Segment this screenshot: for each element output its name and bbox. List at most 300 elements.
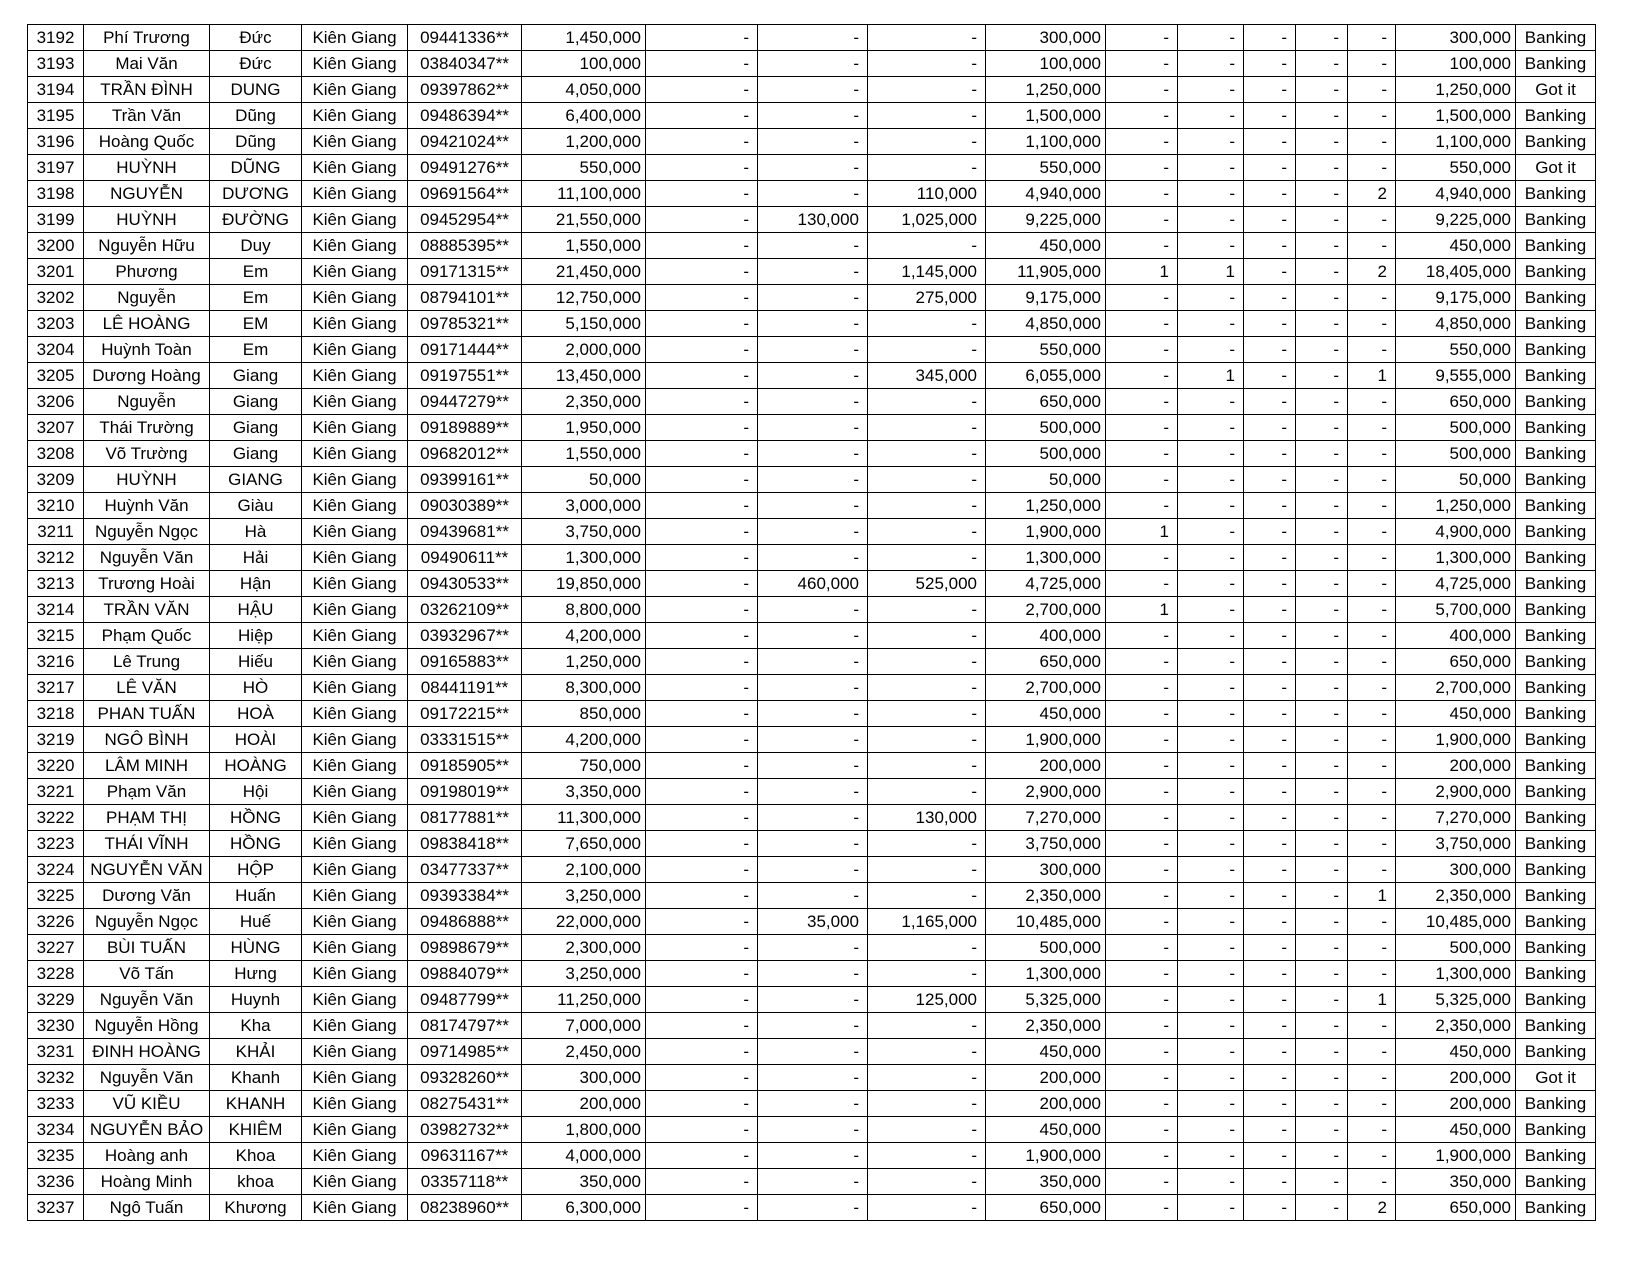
cell-row-id: 3227 <box>28 935 84 961</box>
table-body <box>28 25 1596 1221</box>
cell-amount-final: 9,225,000 <box>1396 207 1516 233</box>
cell-count-2: - <box>1178 129 1244 155</box>
cell-count-4: - <box>1296 441 1348 467</box>
cell-col-a: - <box>646 883 758 909</box>
cell-first-name: Phạm Văn <box>84 779 210 805</box>
cell-amount-final: 3,750,000 <box>1396 831 1516 857</box>
cell-amount-paid: 450,000 <box>986 1039 1106 1065</box>
cell-count-5: - <box>1348 961 1396 987</box>
cell-count-2: - <box>1178 1169 1244 1195</box>
cell-province: Kiên Giang <box>302 1117 408 1143</box>
cell-province: Kiên Giang <box>302 363 408 389</box>
cell-amount-paid: 1,100,000 <box>986 129 1106 155</box>
cell-amount-total: 1,450,000 <box>522 25 646 51</box>
cell-count-1: - <box>1106 727 1178 753</box>
cell-province: Kiên Giang <box>302 701 408 727</box>
cell-amount-total: 6,400,000 <box>522 103 646 129</box>
cell-payment-method: Banking <box>1516 519 1596 545</box>
cell-col-b: - <box>758 129 868 155</box>
cell-first-name: Hoàng Minh <box>84 1169 210 1195</box>
cell-phone: 08794101** <box>408 285 522 311</box>
cell-count-1: - <box>1106 753 1178 779</box>
cell-row-id: 3229 <box>28 987 84 1013</box>
cell-amount-paid: 50,000 <box>986 467 1106 493</box>
cell-col-c: - <box>868 935 986 961</box>
cell-amount-total: 3,250,000 <box>522 883 646 909</box>
cell-col-a: - <box>646 259 758 285</box>
cell-col-a: - <box>646 805 758 831</box>
cell-phone: 03331515** <box>408 727 522 753</box>
cell-count-4: - <box>1296 623 1348 649</box>
cell-count-2: - <box>1178 337 1244 363</box>
cell-payment-method: Banking <box>1516 207 1596 233</box>
cell-col-a: - <box>646 545 758 571</box>
cell-count-5: - <box>1348 831 1396 857</box>
cell-count-5: - <box>1348 571 1396 597</box>
table-row <box>28 181 1596 207</box>
cell-province: Kiên Giang <box>302 337 408 363</box>
cell-col-b: - <box>758 831 868 857</box>
cell-payment-method: Banking <box>1516 883 1596 909</box>
cell-phone: 03932967** <box>408 623 522 649</box>
cell-count-2: - <box>1178 207 1244 233</box>
cell-amount-paid: 7,270,000 <box>986 805 1106 831</box>
cell-col-b: - <box>758 259 868 285</box>
cell-count-4: - <box>1296 181 1348 207</box>
cell-payment-method: Banking <box>1516 909 1596 935</box>
cell-col-a: - <box>646 51 758 77</box>
cell-col-c: - <box>868 1169 986 1195</box>
table-row <box>28 1039 1596 1065</box>
cell-amount-final: 350,000 <box>1396 1169 1516 1195</box>
cell-amount-final: 2,350,000 <box>1396 883 1516 909</box>
cell-count-5: - <box>1348 753 1396 779</box>
cell-amount-paid: 200,000 <box>986 1091 1106 1117</box>
cell-amount-paid: 200,000 <box>986 753 1106 779</box>
cell-count-1: - <box>1106 363 1178 389</box>
cell-payment-method: Banking <box>1516 441 1596 467</box>
cell-row-id: 3195 <box>28 103 84 129</box>
cell-count-4: - <box>1296 1065 1348 1091</box>
cell-col-b: - <box>758 753 868 779</box>
cell-col-a: - <box>646 779 758 805</box>
cell-first-name: Nguyễn Hồng <box>84 1013 210 1039</box>
cell-count-3: - <box>1244 1039 1296 1065</box>
cell-row-id: 3222 <box>28 805 84 831</box>
table-row <box>28 467 1596 493</box>
cell-payment-method: Banking <box>1516 363 1596 389</box>
cell-col-c: - <box>868 51 986 77</box>
cell-province: Kiên Giang <box>302 831 408 857</box>
cell-amount-total: 13,450,000 <box>522 363 646 389</box>
cell-col-c: - <box>868 1091 986 1117</box>
cell-first-name: Thái Trường <box>84 415 210 441</box>
cell-amount-total: 3,250,000 <box>522 961 646 987</box>
table-row <box>28 519 1596 545</box>
cell-amount-final: 1,100,000 <box>1396 129 1516 155</box>
cell-col-c: 345,000 <box>868 363 986 389</box>
cell-payment-method: Banking <box>1516 1091 1596 1117</box>
cell-col-a: - <box>646 363 758 389</box>
cell-count-4: - <box>1296 493 1348 519</box>
cell-amount-total: 3,000,000 <box>522 493 646 519</box>
cell-amount-total: 8,300,000 <box>522 675 646 701</box>
table-row <box>28 571 1596 597</box>
cell-amount-paid: 450,000 <box>986 1117 1106 1143</box>
cell-col-b: - <box>758 181 868 207</box>
cell-first-name: Mai Văn <box>84 51 210 77</box>
cell-row-id: 3219 <box>28 727 84 753</box>
table-row <box>28 363 1596 389</box>
cell-amount-total: 750,000 <box>522 753 646 779</box>
cell-first-name: Nguyễn Ngọc <box>84 519 210 545</box>
cell-count-4: - <box>1296 519 1348 545</box>
cell-count-3: - <box>1244 259 1296 285</box>
cell-last-name: Kha <box>210 1013 302 1039</box>
cell-province: Kiên Giang <box>302 1195 408 1221</box>
cell-first-name: Nguyễn Ngọc <box>84 909 210 935</box>
cell-col-a: - <box>646 77 758 103</box>
cell-row-id: 3234 <box>28 1117 84 1143</box>
cell-payment-method: Banking <box>1516 623 1596 649</box>
cell-amount-paid: 450,000 <box>986 701 1106 727</box>
cell-count-4: - <box>1296 1143 1348 1169</box>
cell-count-4: - <box>1296 467 1348 493</box>
cell-count-2: - <box>1178 415 1244 441</box>
cell-col-b: - <box>758 493 868 519</box>
cell-col-a: - <box>646 727 758 753</box>
cell-count-3: - <box>1244 519 1296 545</box>
cell-count-2: - <box>1178 441 1244 467</box>
cell-count-5: - <box>1348 727 1396 753</box>
table-row <box>28 389 1596 415</box>
cell-last-name: Huế <box>210 909 302 935</box>
cell-payment-method: Banking <box>1516 779 1596 805</box>
cell-count-3: - <box>1244 1117 1296 1143</box>
cell-col-c: - <box>868 701 986 727</box>
table-row <box>28 51 1596 77</box>
cell-first-name: Dương Hoàng <box>84 363 210 389</box>
cell-count-4: - <box>1296 207 1348 233</box>
cell-amount-total: 350,000 <box>522 1169 646 1195</box>
cell-amount-paid: 4,725,000 <box>986 571 1106 597</box>
cell-col-a: - <box>646 493 758 519</box>
cell-col-a: - <box>646 935 758 961</box>
cell-count-4: - <box>1296 961 1348 987</box>
cell-count-4: - <box>1296 701 1348 727</box>
cell-amount-final: 18,405,000 <box>1396 259 1516 285</box>
cell-last-name: HOÀNG <box>210 753 302 779</box>
cell-amount-final: 4,940,000 <box>1396 181 1516 207</box>
cell-col-c: - <box>868 311 986 337</box>
cell-row-id: 3199 <box>28 207 84 233</box>
cell-col-c: - <box>868 415 986 441</box>
cell-payment-method: Banking <box>1516 649 1596 675</box>
cell-col-c: - <box>868 545 986 571</box>
cell-row-id: 3206 <box>28 389 84 415</box>
cell-province: Kiên Giang <box>302 467 408 493</box>
cell-amount-paid: 550,000 <box>986 155 1106 181</box>
cell-row-id: 3198 <box>28 181 84 207</box>
cell-count-5: - <box>1348 233 1396 259</box>
cell-last-name: EM <box>210 311 302 337</box>
cell-col-c: - <box>868 467 986 493</box>
cell-province: Kiên Giang <box>302 259 408 285</box>
cell-col-c: 130,000 <box>868 805 986 831</box>
cell-amount-final: 200,000 <box>1396 753 1516 779</box>
cell-count-4: - <box>1296 155 1348 181</box>
cell-col-b: - <box>758 1039 868 1065</box>
cell-amount-paid: 100,000 <box>986 51 1106 77</box>
cell-province: Kiên Giang <box>302 909 408 935</box>
cell-col-c: - <box>868 1039 986 1065</box>
cell-amount-total: 21,450,000 <box>522 259 646 285</box>
cell-row-id: 3210 <box>28 493 84 519</box>
cell-count-2: - <box>1178 909 1244 935</box>
cell-col-c: - <box>868 779 986 805</box>
cell-province: Kiên Giang <box>302 883 408 909</box>
cell-count-4: - <box>1296 1195 1348 1221</box>
cell-payment-method: Banking <box>1516 597 1596 623</box>
cell-phone: 09486888** <box>408 909 522 935</box>
cell-row-id: 3230 <box>28 1013 84 1039</box>
cell-first-name: Võ Trường <box>84 441 210 467</box>
cell-amount-paid: 500,000 <box>986 441 1106 467</box>
cell-col-b: - <box>758 779 868 805</box>
cell-col-a: - <box>646 129 758 155</box>
cell-col-b: - <box>758 649 868 675</box>
table-row <box>28 935 1596 961</box>
cell-last-name: Hiếu <box>210 649 302 675</box>
cell-col-a: - <box>646 25 758 51</box>
cell-count-5: - <box>1348 1169 1396 1195</box>
cell-row-id: 3224 <box>28 857 84 883</box>
cell-col-c: - <box>868 649 986 675</box>
cell-amount-final: 7,270,000 <box>1396 805 1516 831</box>
cell-payment-method: Banking <box>1516 25 1596 51</box>
cell-row-id: 3196 <box>28 129 84 155</box>
cell-first-name: Nguyễn Văn <box>84 987 210 1013</box>
cell-amount-final: 1,900,000 <box>1396 1143 1516 1169</box>
cell-count-1: - <box>1106 987 1178 1013</box>
cell-province: Kiên Giang <box>302 571 408 597</box>
cell-last-name: Hận <box>210 571 302 597</box>
cell-count-4: - <box>1296 805 1348 831</box>
cell-amount-final: 1,300,000 <box>1396 545 1516 571</box>
cell-phone: 09452954** <box>408 207 522 233</box>
cell-first-name: Trương Hoài <box>84 571 210 597</box>
table-row <box>28 779 1596 805</box>
cell-count-2: - <box>1178 389 1244 415</box>
cell-col-b: 130,000 <box>758 207 868 233</box>
cell-amount-total: 4,200,000 <box>522 623 646 649</box>
cell-amount-total: 19,850,000 <box>522 571 646 597</box>
cell-province: Kiên Giang <box>302 519 408 545</box>
cell-last-name: Giang <box>210 415 302 441</box>
cell-amount-paid: 2,700,000 <box>986 597 1106 623</box>
table-row <box>28 1091 1596 1117</box>
cell-row-id: 3201 <box>28 259 84 285</box>
cell-payment-method: Banking <box>1516 337 1596 363</box>
cell-province: Kiên Giang <box>302 961 408 987</box>
cell-last-name: Em <box>210 259 302 285</box>
cell-amount-total: 2,350,000 <box>522 389 646 415</box>
cell-count-4: - <box>1296 311 1348 337</box>
cell-payment-method: Banking <box>1516 831 1596 857</box>
cell-col-c: - <box>868 1013 986 1039</box>
table-row <box>28 415 1596 441</box>
cell-col-b: 35,000 <box>758 909 868 935</box>
cell-count-1: - <box>1106 233 1178 259</box>
cell-amount-paid: 200,000 <box>986 1065 1106 1091</box>
cell-count-1: 1 <box>1106 259 1178 285</box>
cell-phone: 08885395** <box>408 233 522 259</box>
cell-count-5: - <box>1348 285 1396 311</box>
cell-count-2: - <box>1178 597 1244 623</box>
cell-payment-method: Banking <box>1516 701 1596 727</box>
cell-first-name: Nguyễn Văn <box>84 545 210 571</box>
cell-col-a: - <box>646 987 758 1013</box>
cell-count-3: - <box>1244 285 1296 311</box>
cell-count-2: - <box>1178 623 1244 649</box>
table-row <box>28 727 1596 753</box>
cell-amount-final: 200,000 <box>1396 1091 1516 1117</box>
cell-phone: 03477337** <box>408 857 522 883</box>
cell-first-name: LÊ VĂN <box>84 675 210 701</box>
cell-count-5: - <box>1348 311 1396 337</box>
cell-count-1: - <box>1106 51 1178 77</box>
cell-last-name: HẬU <box>210 597 302 623</box>
cell-count-2: - <box>1178 935 1244 961</box>
cell-count-3: - <box>1244 961 1296 987</box>
cell-phone: 09691564** <box>408 181 522 207</box>
cell-col-a: - <box>646 857 758 883</box>
cell-col-c: - <box>868 77 986 103</box>
cell-count-1: - <box>1106 441 1178 467</box>
cell-count-3: - <box>1244 493 1296 519</box>
cell-phone: 09328260** <box>408 1065 522 1091</box>
cell-count-5: - <box>1348 103 1396 129</box>
table-row <box>28 883 1596 909</box>
cell-province: Kiên Giang <box>302 805 408 831</box>
cell-count-4: - <box>1296 571 1348 597</box>
cell-row-id: 3215 <box>28 623 84 649</box>
cell-phone: 09785321** <box>408 311 522 337</box>
cell-col-a: - <box>646 1065 758 1091</box>
cell-last-name: Dũng <box>210 129 302 155</box>
cell-last-name: Huấn <box>210 883 302 909</box>
cell-last-name: HOÀI <box>210 727 302 753</box>
cell-count-2: - <box>1178 311 1244 337</box>
cell-col-c: - <box>868 727 986 753</box>
cell-count-3: - <box>1244 779 1296 805</box>
cell-count-3: - <box>1244 129 1296 155</box>
cell-amount-final: 200,000 <box>1396 1065 1516 1091</box>
cell-province: Kiên Giang <box>302 389 408 415</box>
table-row <box>28 129 1596 155</box>
cell-amount-total: 7,650,000 <box>522 831 646 857</box>
cell-amount-final: 650,000 <box>1396 649 1516 675</box>
cell-amount-total: 6,300,000 <box>522 1195 646 1221</box>
cell-count-4: - <box>1296 649 1348 675</box>
cell-last-name: Giang <box>210 363 302 389</box>
cell-col-a: - <box>646 103 758 129</box>
cell-province: Kiên Giang <box>302 1091 408 1117</box>
cell-col-b: - <box>758 415 868 441</box>
cell-count-2: - <box>1178 285 1244 311</box>
cell-col-a: - <box>646 961 758 987</box>
cell-province: Kiên Giang <box>302 935 408 961</box>
cell-count-4: - <box>1296 1169 1348 1195</box>
cell-row-id: 3223 <box>28 831 84 857</box>
cell-row-id: 3211 <box>28 519 84 545</box>
cell-payment-method: Banking <box>1516 389 1596 415</box>
cell-count-2: - <box>1178 51 1244 77</box>
cell-phone: 08174797** <box>408 1013 522 1039</box>
cell-payment-method: Banking <box>1516 311 1596 337</box>
cell-col-c: - <box>868 337 986 363</box>
cell-last-name: Dũng <box>210 103 302 129</box>
cell-phone: 09487799** <box>408 987 522 1013</box>
cell-col-c: - <box>868 233 986 259</box>
cell-first-name: THÁI VĨNH <box>84 831 210 857</box>
cell-row-id: 3209 <box>28 467 84 493</box>
cell-phone: 09491276** <box>408 155 522 181</box>
cell-count-2: - <box>1178 675 1244 701</box>
cell-count-4: - <box>1296 129 1348 155</box>
cell-count-3: - <box>1244 77 1296 103</box>
cell-col-c: - <box>868 857 986 883</box>
cell-count-5: - <box>1348 51 1396 77</box>
cell-row-id: 3235 <box>28 1143 84 1169</box>
cell-amount-final: 1,250,000 <box>1396 493 1516 519</box>
cell-province: Kiên Giang <box>302 285 408 311</box>
cell-count-2: - <box>1178 1143 1244 1169</box>
cell-phone: 03840347** <box>408 51 522 77</box>
table-row <box>28 623 1596 649</box>
cell-amount-paid: 2,700,000 <box>986 675 1106 701</box>
cell-col-a: - <box>646 1039 758 1065</box>
cell-first-name: HUỲNH <box>84 467 210 493</box>
cell-col-c: - <box>868 1117 986 1143</box>
cell-amount-total: 4,050,000 <box>522 77 646 103</box>
cell-count-5: - <box>1348 415 1396 441</box>
cell-row-id: 3200 <box>28 233 84 259</box>
cell-last-name: Hội <box>210 779 302 805</box>
cell-count-2: - <box>1178 753 1244 779</box>
cell-last-name: HOÀ <box>210 701 302 727</box>
cell-col-a: - <box>646 181 758 207</box>
cell-amount-final: 9,175,000 <box>1396 285 1516 311</box>
cell-col-b: - <box>758 1195 868 1221</box>
cell-row-id: 3197 <box>28 155 84 181</box>
cell-phone: 09441336** <box>408 25 522 51</box>
cell-first-name: Nguyễn <box>84 285 210 311</box>
cell-col-b: - <box>758 1065 868 1091</box>
cell-col-a: - <box>646 337 758 363</box>
cell-province: Kiên Giang <box>302 51 408 77</box>
cell-last-name: Giang <box>210 441 302 467</box>
cell-count-4: - <box>1296 389 1348 415</box>
cell-amount-final: 4,850,000 <box>1396 311 1516 337</box>
cell-col-a: - <box>646 155 758 181</box>
cell-col-a: - <box>646 649 758 675</box>
cell-amount-total: 1,550,000 <box>522 233 646 259</box>
cell-payment-method: Banking <box>1516 233 1596 259</box>
cell-phone: 09185905** <box>408 753 522 779</box>
cell-col-c: 1,025,000 <box>868 207 986 233</box>
cell-count-5: 1 <box>1348 987 1396 1013</box>
